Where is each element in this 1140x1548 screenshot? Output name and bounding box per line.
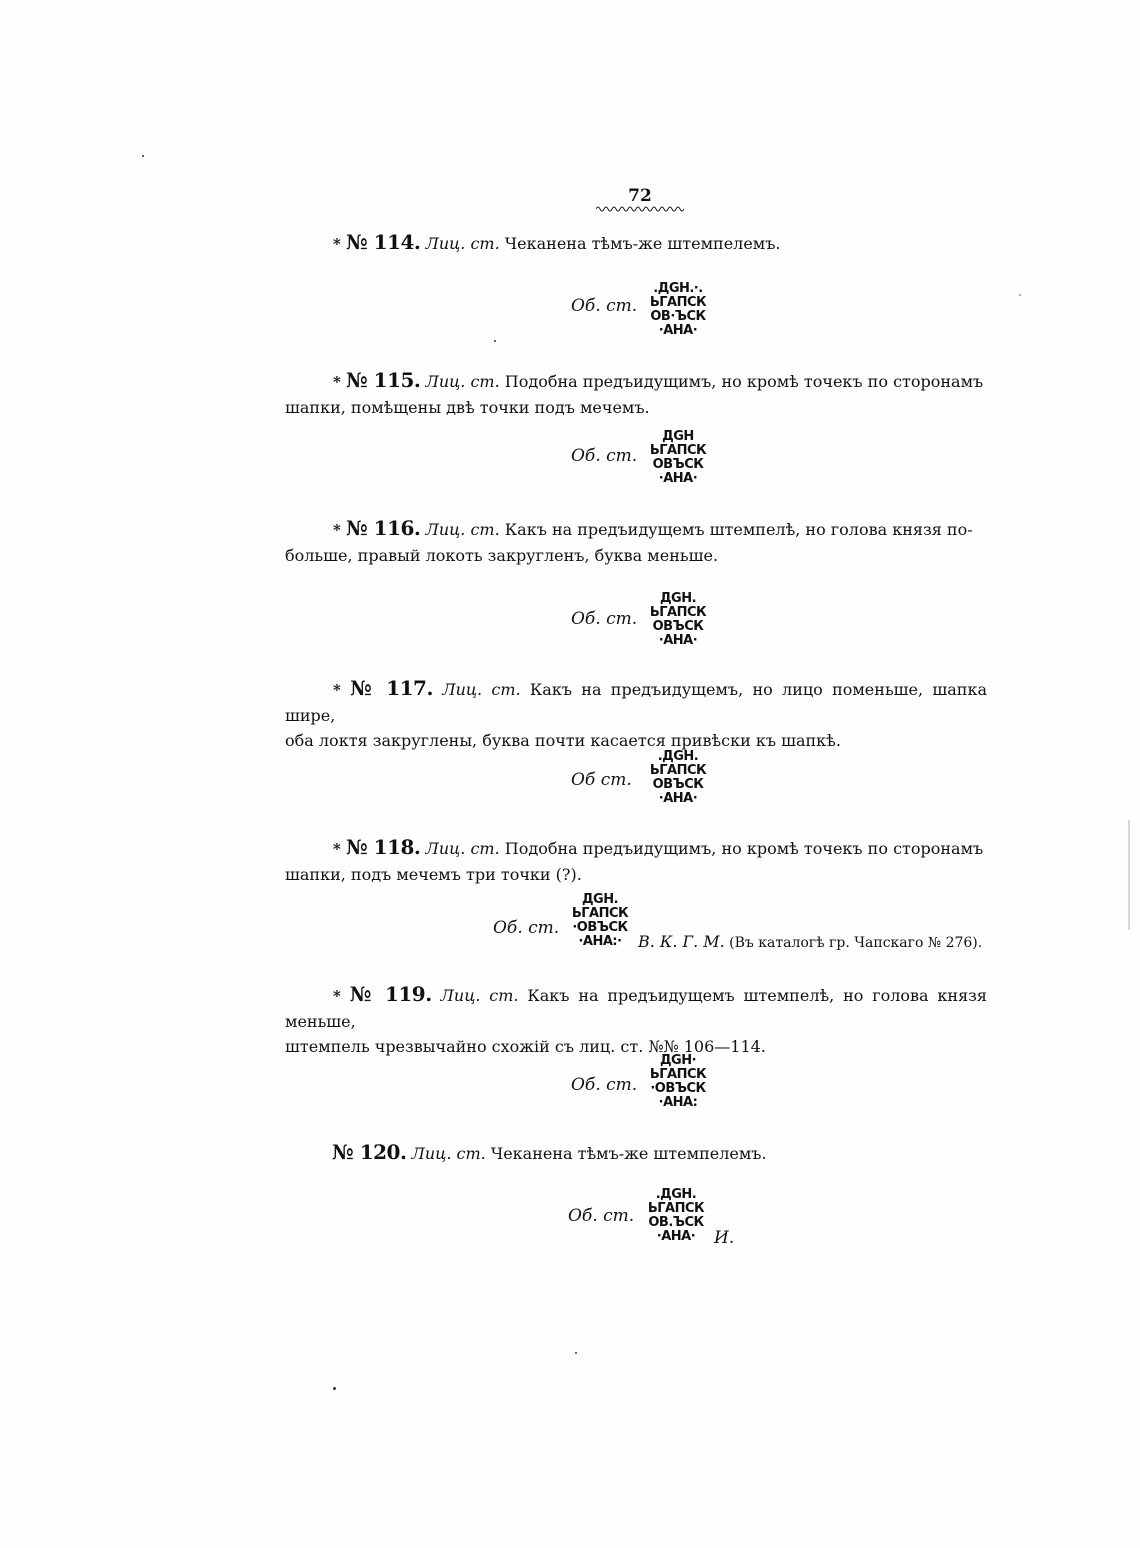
- obverse-text: Подобна предъидущимъ, но кромѣ точекъ по сторонамъ: [504, 839, 984, 858]
- legend-line: ДGН.: [581, 892, 619, 907]
- legend-line: ·АНА:·: [578, 934, 622, 949]
- entry-118-description: [285, 835, 987, 887]
- legend-line: ОВ.ЪСК: [648, 1215, 704, 1230]
- legend-line: ·ОВЪСК: [650, 1081, 706, 1096]
- legend-line: ЬГАПСК: [571, 906, 629, 921]
- reverse-label: Об. ст.: [493, 918, 560, 938]
- coin-reverse-legend: [638, 592, 718, 648]
- legend-line: ·АНА·: [658, 633, 698, 648]
- obverse-label: Лиц. ст.: [425, 520, 500, 539]
- asterisk-mark: *: [333, 235, 341, 253]
- legend-line: ОВЪСК: [652, 619, 704, 634]
- obverse-text: Чеканена тѣмъ-же штемпелемъ.: [490, 1144, 767, 1163]
- page-number: 72: [628, 186, 652, 206]
- legend-line: ЬГАПСК: [649, 1067, 707, 1082]
- decorative-wavy-rule: [596, 204, 684, 214]
- legend-line: .ДGН.: [657, 749, 699, 764]
- entry-116-description: [285, 516, 987, 568]
- legend-line: ДGН.: [659, 591, 697, 606]
- obverse-label: Лиц. ст.: [442, 680, 521, 699]
- obverse-text: Какъ на предъидущемъ, но лицо поменьше, шапка шире,: [285, 680, 987, 725]
- scan-edge-mark: [1128, 820, 1130, 930]
- collection-attribution: [638, 932, 982, 951]
- legend-line: ДGН·: [659, 1053, 697, 1068]
- legend-line: ЬГАПСК: [649, 295, 707, 310]
- obverse-label: Лиц. ст.: [440, 986, 519, 1005]
- entry-number: № 119.: [349, 982, 432, 1006]
- reverse-label: Об. ст.: [571, 296, 638, 316]
- reverse-label: Об. ст.: [571, 1075, 638, 1095]
- obverse-label: Лиц. ст.: [425, 839, 500, 858]
- attribution-initial: И.: [714, 1228, 735, 1248]
- obverse-text-continued: штемпель чрезвычайно схожій съ лиц. ст. №№ 106—114.: [285, 1037, 766, 1056]
- reverse-label: Об. ст.: [571, 609, 638, 629]
- legend-line: ЬГАПСК: [647, 1201, 705, 1216]
- entry-114-description: [285, 230, 987, 257]
- entry-number: № 116.: [345, 516, 421, 540]
- coin-reverse-legend: [638, 430, 718, 486]
- obverse-text: Какъ на предъидущемъ штемпелѣ, но голова князя по-: [504, 520, 973, 539]
- legend-line: ЬГАПСК: [649, 443, 707, 458]
- entry-number: № 118.: [345, 835, 421, 859]
- asterisk-mark: *: [333, 840, 341, 858]
- entry-number: № 117.: [350, 676, 433, 700]
- coin-reverse-legend: [638, 282, 718, 338]
- scan-speck: [333, 1387, 336, 1390]
- obverse-text-continued: оба локтя закруглены, буква почти касается привѣски къ шапкѣ.: [285, 731, 841, 750]
- coin-reverse-legend: [560, 893, 640, 949]
- reverse-label: Об. ст.: [568, 1206, 635, 1226]
- legend-line: ·АНА·: [658, 471, 698, 486]
- coin-reverse-legend: [636, 1188, 716, 1244]
- reverse-label: Об. ст.: [571, 446, 638, 466]
- entry-number: № 120.: [332, 1140, 407, 1164]
- legend-line: ЬГАПСК: [649, 763, 707, 778]
- coin-reverse-legend: [638, 750, 718, 806]
- legend-line: .ДGН.·.: [653, 281, 703, 296]
- legend-line: ·АНА·: [658, 323, 698, 338]
- legend-line: ·АНА:: [658, 1095, 698, 1110]
- asterisk-mark: *: [333, 521, 341, 539]
- entry-117-description: [285, 676, 987, 753]
- entry-number: № 114.: [345, 230, 421, 254]
- obverse-text: Какъ на предъидущемъ штемпелѣ, но голова князя меньше,: [285, 986, 987, 1031]
- coin-reverse-legend: [638, 1054, 718, 1110]
- legend-line: ЬГАПСК: [649, 605, 707, 620]
- obverse-label: Лиц. ст.: [425, 234, 500, 253]
- attribution-initials: В. К. Г. М.: [638, 932, 725, 951]
- legend-line: ОВЪСК: [652, 457, 704, 472]
- obverse-label: Лиц. ст.: [411, 1144, 486, 1163]
- obverse-text: Чеканена тѣмъ-же штемпелемъ.: [504, 234, 781, 253]
- legend-line: ·АНА·: [658, 791, 698, 806]
- legend-line: ·ОВЪСК: [572, 920, 628, 935]
- entry-number: № 115.: [345, 368, 421, 392]
- scan-speck: [142, 155, 144, 157]
- obverse-text-continued: шапки, подъ мечемъ три точки (?).: [285, 865, 582, 884]
- entry-115-description: [285, 368, 987, 420]
- catalog-note: (Въ каталогѣ гр. Чапскаго № 276).: [729, 935, 983, 951]
- asterisk-mark: *: [333, 373, 341, 391]
- obverse-text: Подобна предъидущимъ, но кромѣ точекъ по сторонамъ: [504, 372, 984, 391]
- legend-line: ОВЪСК: [652, 777, 704, 792]
- legend-line: ·АНА·: [656, 1229, 696, 1244]
- legend-line: ОВ·ЪСК: [650, 309, 706, 324]
- obverse-label: Лиц. ст.: [425, 372, 500, 391]
- obverse-text-continued: шапки, помѣщены двѣ точки подъ мечемъ.: [285, 398, 650, 417]
- legend-line: ДGН: [662, 429, 694, 444]
- scan-speck: [1019, 294, 1021, 296]
- asterisk-mark: *: [333, 987, 341, 1005]
- entry-120-description: [285, 1140, 987, 1166]
- reverse-label: Об ст.: [571, 770, 632, 790]
- entry-119-description: [285, 982, 987, 1059]
- scan-speck: [575, 1352, 577, 1354]
- asterisk-mark: *: [333, 681, 341, 699]
- legend-line: .ДGН.: [655, 1187, 697, 1202]
- obverse-text-continued: больше, правый локоть закругленъ, буква меньше.: [285, 546, 719, 565]
